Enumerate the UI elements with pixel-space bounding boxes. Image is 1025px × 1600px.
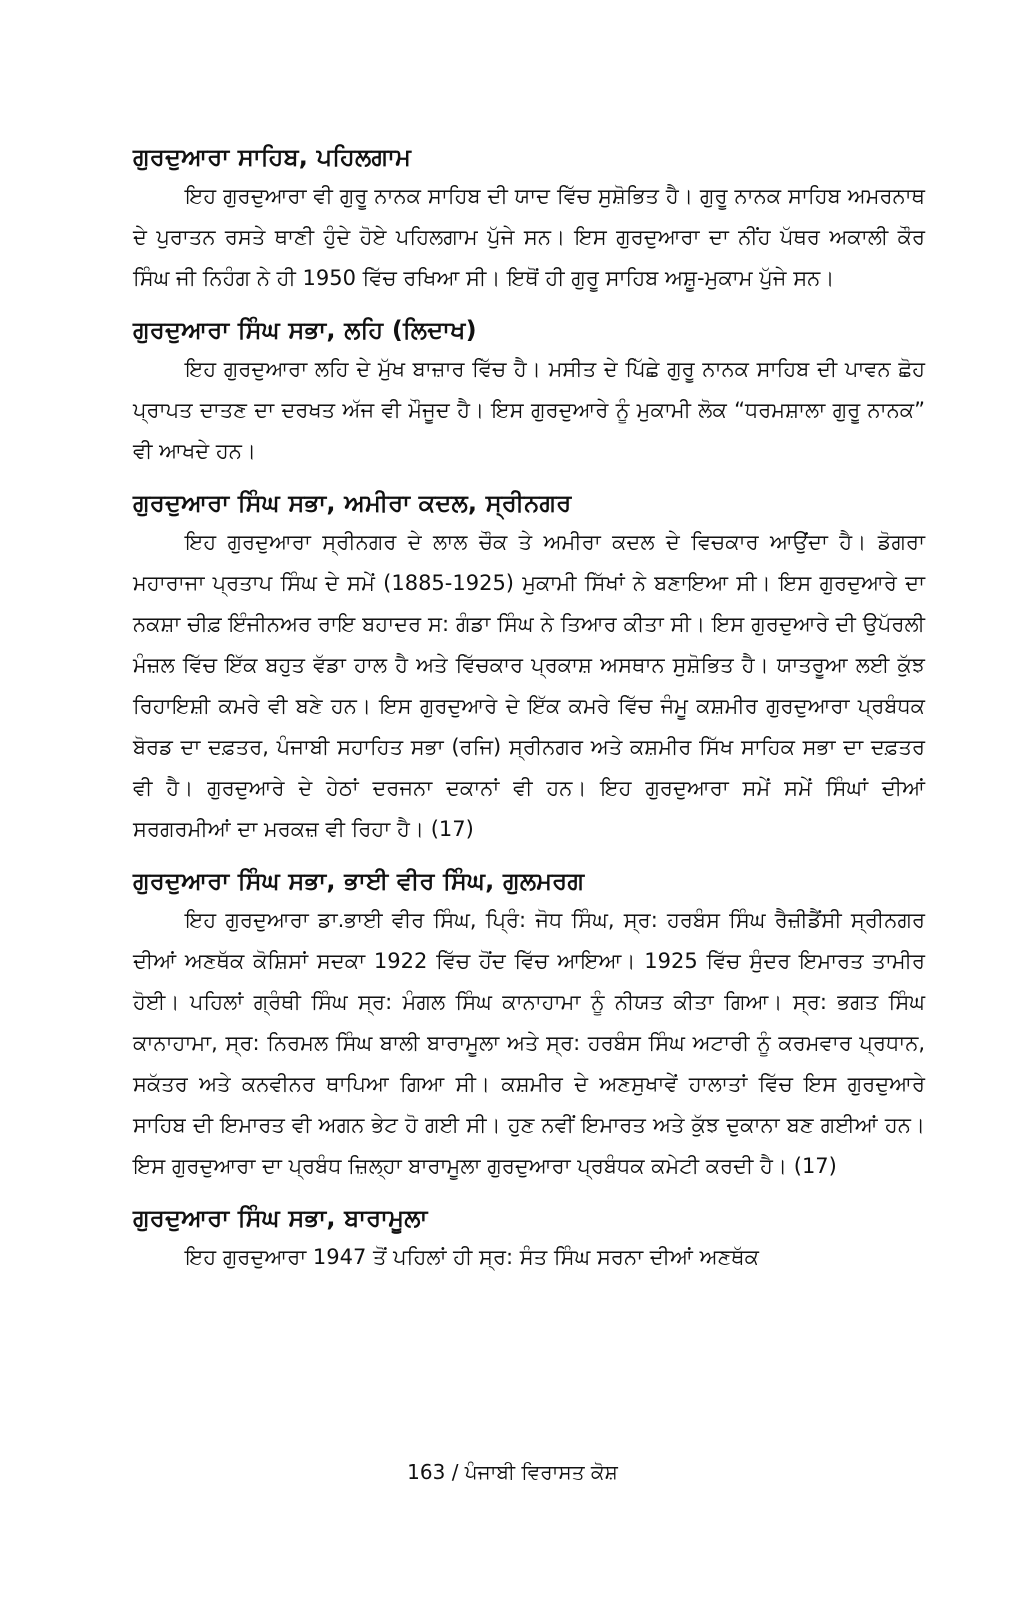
section-baramulla [133, 1201, 925, 1278]
section-amira-kadal [133, 486, 925, 850]
section-paragraph: ਇਹ ਗੁਰਦੁਆਰਾ ਸ੍ਰੀਨਗਰ ਦੇ ਲਾਲ ਚੌਕ ਤੇ ਅਮੀਰਾ ਕਦਲ ਦੇ ਵਿਚਕਾਰ ਆਉਂਦਾ ਹੈ। ਡੋਗਰਾ ਮਹਾਰਾਜਾ ਪ੍ਰਤਾਪ ਸਿੰਘ ਦੇ ਸਮੇਂ (1885-1925) ਮੁਕਾਮੀ ਸਿੱਖਾਂ ਨੇ ਬਣਾਇਆ ਸੀ। ਇਸ ਗੁਰਦੁਆਰੇ ਦਾ ਨਕਸ਼ਾ ਚੀਫ਼ ਇੰਜੀਨਅਰ ਰਾਇ ਬਹਾਦਰ ਸ: ਗੰਡਾ ਸਿੰਘ ਨੇ ਤਿਆਰ ਕੀਤਾ ਸੀ। ਇਸ ਗੁਰਦੁਆਰੇ ਦੀ ਉਪੱਰਲੀ ਮੰਜ਼ਲ ਵਿੱਚ ਇੱਕ ਬਹੁਤ ਵੱਡਾ ਹਾਲ ਹੈ ਅਤੇ ਵਿੱਚਕਾਰ ਪ੍ਰਕਾਸ਼ ਅਸਥਾਨ ਸੁਸ਼ੋਭਿਤ ਹੈ। ਯਾਤਰੂਆ ਲਈ ਕੁੱਝ ਰਿਹਾਇਸ਼ੀ ਕਮਰੇ ਵੀ ਬਣੇ ਹਨ। ਇਸ ਗੁਰਦੁਆਰੇ ਦੇ ਇੱਕ ਕਮਰੇ ਵਿੱਚ ਜੰਮੂ ਕਸ਼ਮੀਰ ਗੁਰਦੁਆਰਾ ਪ੍ਰਬੰਧਕ ਬੋਰਡ ਦਾ ਦਫ਼ਤਰ, ਪੰਜਾਬੀ ਸਹਾਹਿਤ ਸਭਾ (ਰਜਿ) ਸ੍ਰੀਨਗਰ ਅਤੇ ਕਸ਼ਮੀਰ ਸਿੱਖ ਸਾਹਿਕ ਸਭਾ ਦਾ ਦਫ਼ਤਰ ਵੀ ਹੈ। ਗੁਰਦੁਆਰੇ ਦੇ ਹੇਠਾਂ ਦਰਜਨਾ ਦਕਾਨਾਂ ਵੀ ਹਨ। ਇਹ ਗੁਰਦੁਆਰਾ ਸਮੇਂ ਸਮੇਂ ਸਿੰਘਾਂ ਦੀਆਂ ਸਰਗਰਮੀਆਂ ਦਾ ਮਰਕਜ਼ ਵੀ ਰਿਹਾ ਹੈ। (17) [133, 530, 925, 841]
section-paragraph: ਇਹ ਗੁਰਦੁਆਰਾ ਲਹਿ ਦੇ ਮੁੱਖ ਬਾਜ਼ਾਰ ਵਿੱਚ ਹੈ। ਮਸੀਤ ਦੇ ਪਿੱਛੇ ਗੁਰੂ ਨਾਨਕ ਸਾਹਿਬ ਦੀ ਪਾਵਨ ਛੋਹ ਪ੍ਰਾਪਤ ਦਾਤਣ ਦਾ ਦਰਖਤ ਅੱਜ ਵੀ ਮੌਜੂਦ ਹੈ। ਇਸ ਗੁਰਦੁਆਰੇ ਨੂੰ ਮੁਕਾਮੀ ਲੋਕ “ਧਰਮਸ਼ਾਲਾ ਗੁਰੂ ਨਾਨਕ” ਵੀ ਆਖਦੇ ਹਨ। [133, 357, 925, 463]
section-heading: ਗੁਰਦੁਆਰਾ ਸਿੰਘ ਸਭਾ, ਲਹਿ (ਲਿਦਾਖ) [133, 316, 477, 344]
section-paragraph: ਇਹ ਗੁਰਦੁਆਰਾ 1947 ਤੋਂ ਪਹਿਲਾਂ ਹੀ ਸ੍ਰ: ਸੰਤ ਸਿੰਘ ਸਰਨਾ ਦੀਆਂ ਅਣਥੱਕ [185, 1245, 759, 1269]
section-heading: ਗੁਰਦੁਆਰਾ ਸਿੰਘ ਸਭਾ, ਅਮੀਰਾ ਕਦਲ, ਸ੍ਰੀਨਗਰ [133, 489, 572, 517]
section-paragraph: ਇਹ ਗੁਰਦੁਆਰਾ ਡਾ.ਭਾਈ ਵੀਰ ਸਿੰਘ, ਪ੍ਰਿੰ: ਜੋਧ ਸਿੰਘ, ਸ੍ਰ: ਹਰਬੰਸ ਸਿੰਘ ਰੈਜ਼ੀਡੈਂਸੀ ਸ੍ਰੀਨਗਰ ਦੀਆਂ ਅਣਥੱਕ ਕੋਸ਼ਿਸਾਂ ਸਦਕਾ 1922 ਵਿੱਚ ਹੋਂਦ ਵਿੱਚ ਆਇਆ। 1925 ਵਿੱਚ ਸੁੰਦਰ ਇਮਾਰਤ ਤਾਮੀਰ ਹੋਈ। ਪਹਿਲਾਂ ਗ੍ਰੰਥੀ ਸਿੰਘ ਸ੍ਰ: ਮੰਗਲ ਸਿੰਘ ਕਾਨਾਹਾਮਾ ਨੂੰ ਨੀਯਤ ਕੀਤਾ ਗਿਆ। ਸ੍ਰ: ਭਗਤ ਸਿੰਘ ਕਾਨਾਹਾਮਾ, ਸ੍ਰ: ਨਿਰਮਲ ਸਿੰਘ ਬਾਲੀ ਬਾਰਾਮੂਲਾ ਅਤੇ ਸ੍ਰ: ਹਰਬੰਸ ਸਿੰਘ ਅਟਾਰੀ ਨੂੰ ਕਰਮਵਾਰ ਪ੍ਰਧਾਨ, ਸਕੱਤਰ ਅਤੇ ਕਨਵੀਨਰ ਥਾਪਿਆ ਗਿਆ ਸੀ। ਕਸ਼ਮੀਰ ਦੇ ਅਣਸੁਖਾਵੇਂ ਹਾਲਾਤਾਂ ਵਿੱਚ ਇਸ ਗੁਰਦੁਆਰੇ ਸਾਹਿਬ ਦੀ ਇਮਾਰਤ ਵੀ ਅਗਨ ਭੇਟ ਹੋ ਗਈ ਸੀ। ਹੁਣ ਨਵੀਂ ਇਮਾਰਤ ਅਤੇ ਕੁੱਝ ਦੁਕਾਨਾ ਬਣ ਗਈਆਂ ਹਨ। ਇਸ ਗੁਰਦੁਆਰਾ ਦਾ ਪ੍ਰਬੰਧ ਜ਼ਿਲ੍ਹਾ ਬਾਰਾਮੂਲਾ ਗੁਰਦੁਆਰਾ ਪ੍ਰਬੰਧਕ ਕਮੇਟੀ ਕਰਦੀ ਹੈ। (17) [133, 908, 925, 1178]
section-heading: ਗੁਰਦੁਆਰਾ ਸਾਹਿਬ, ਪਹਿਲਗਾਮ [133, 143, 412, 171]
section-paragraph: ਇਹ ਗੁਰਦੁਆਰਾ ਵੀ ਗੁਰੂ ਨਾਨਕ ਸਾਹਿਬ ਦੀ ਯਾਦ ਵਿੱਚ ਸੁਸ਼ੋਭਿਤ ਹੈ। ਗੁਰੂ ਨਾਨਕ ਸਾਹਿਬ ਅਮਰਨਾਥ ਦੇ ਪੁਰਾਤਨ ਰਸਤੇ ਥਾਣੀ ਹੁੰਦੇ ਹੋਏ ਪਹਿਲਗਾਮ ਪੁੱਜੇ ਸਨ। ਇਸ ਗੁਰਦੁਆਰਾ ਦਾ ਨੀਂਹ ਪੱਥਰ ਅਕਾਲੀ ਕੌਰ ਸਿੰਘ ਜੀ ਨਿਹੰਗ ਨੇ ਹੀ 1950 ਵਿੱਚ ਰਖਿਆ ਸੀ। ਇਥੋਂ ਹੀ ਗੁਰੂ ਸਾਹਿਬ ਅਸ਼ੂ-ਮੁਕਾਮ ਪੁੱਜੇ ਸਨ। [133, 184, 925, 290]
section-gulmarg [133, 864, 925, 1187]
page-footer: 163 / ਪੰਜਾਬੀ ਵਿਰਾਸਤ ਕੋਸ਼ [407, 1460, 618, 1484]
section-pahalgam [133, 140, 925, 299]
section-heading: ਗੁਰਦੁਆਰਾ ਸਿੰਘ ਸਭਾ, ਬਾਰਾਮੂਲਾ [133, 1204, 428, 1232]
section-leh [133, 313, 925, 472]
section-heading: ਗੁਰਦੁਆਰਾ ਸਿੰਘ ਸਭਾ, ਭਾਈ ਵੀਰ ਸਿੰਘ, ਗੁਲਮਰਗ [133, 867, 585, 895]
